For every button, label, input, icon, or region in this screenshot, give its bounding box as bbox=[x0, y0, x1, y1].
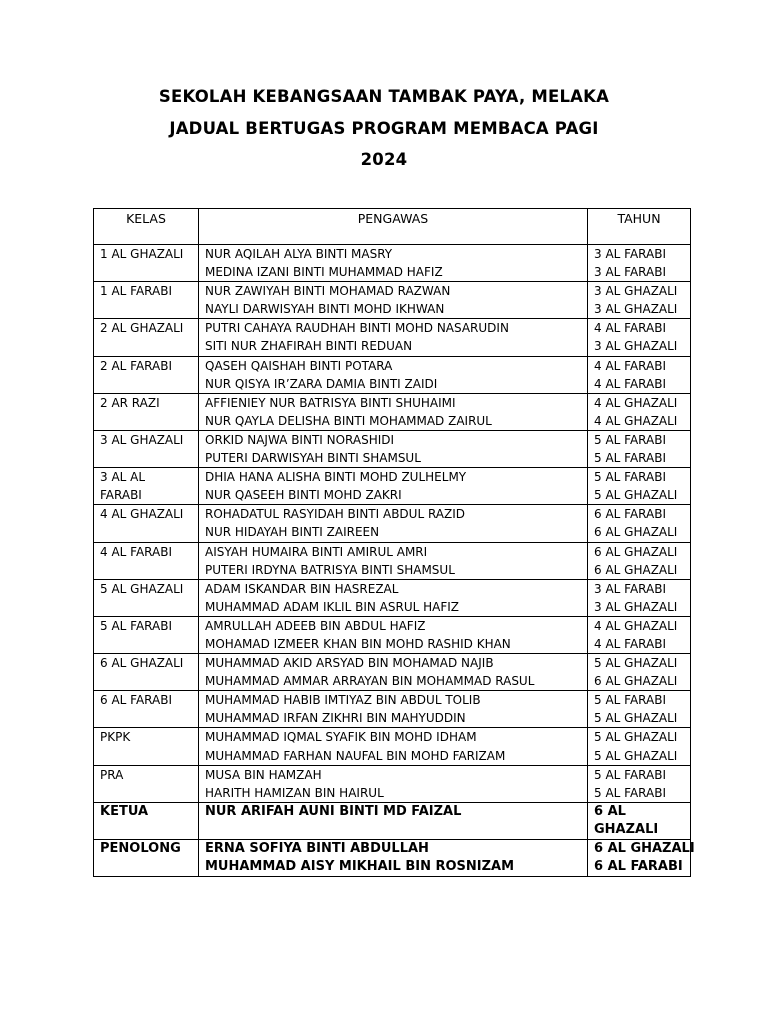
tahun-value: 4 AL FARABI bbox=[594, 636, 666, 651]
kelas-cell: 5 AL FARABI bbox=[94, 616, 199, 653]
tahun-value: 5 AL GHAZALI bbox=[594, 748, 678, 763]
pengawas-name: MUHAMMAD HABIB IMTIYAZ BIN ABDUL TOLIB bbox=[205, 693, 481, 708]
pengawas-name: MUHAMMAD AKID ARSYAD BIN MOHAMAD NAJIB bbox=[205, 656, 494, 671]
pengawas-name: MUHAMMAD AMMAR ARRAYAN BIN MOHAMMAD RASUL bbox=[205, 674, 535, 689]
tahun-value: 6 AL GHAZALI bbox=[594, 544, 678, 559]
tahun-value: 4 AL GHAZALI bbox=[594, 618, 678, 633]
tahun-value: 3 AL GHAZALI bbox=[594, 339, 678, 354]
tahun-cell bbox=[588, 245, 691, 282]
tahun-value: 5 AL GHAZALI bbox=[594, 711, 678, 726]
pengawas-name: AMRULLAH ADEEB BIN ABDUL HAFIZ bbox=[205, 618, 426, 633]
kelas-cell: 1 AL FARABI bbox=[94, 282, 199, 319]
tahun-cell bbox=[588, 282, 691, 319]
table-row bbox=[94, 505, 691, 542]
pengawas-name: MUSA BIN HAMZAH bbox=[205, 767, 322, 782]
pengawas-name: SITI NUR ZHAFIRAH BINTI REDUAN bbox=[205, 339, 413, 354]
tahun-value: 6 AL GHAZALI bbox=[594, 525, 678, 540]
table-row bbox=[94, 468, 691, 505]
table-row bbox=[94, 430, 691, 467]
kelas-cell: 2 AL FARABI bbox=[94, 356, 199, 393]
table-row bbox=[94, 542, 691, 579]
pengawas-name: MUHAMMAD IRFAN ZIKHRI BIN MAHYUDDIN bbox=[205, 711, 466, 726]
pengawas-name: PUTRI CAHAYA RAUDHAH BINTI MOHD NASARUDIN bbox=[205, 321, 509, 336]
pengawas-name: MUHAMMAD IQMAL SYAFIK BIN MOHD IDHAM bbox=[205, 730, 477, 745]
table-row bbox=[94, 579, 691, 616]
kelas-cell: PKPK bbox=[94, 728, 199, 765]
pengawas-name: ADAM ISKANDAR BIN HASREZAL bbox=[205, 581, 399, 596]
tahun-cell bbox=[588, 319, 691, 356]
tahun-cell bbox=[588, 505, 691, 542]
duty-roster-table bbox=[93, 208, 695, 877]
penolong-names bbox=[199, 839, 588, 876]
tahun-cell bbox=[588, 468, 691, 505]
table-row bbox=[94, 691, 691, 728]
tahun-value: 4 AL FARABI bbox=[594, 358, 666, 373]
pengawas-cell bbox=[199, 579, 588, 616]
tahun-cell bbox=[588, 542, 691, 579]
tahun-value: 6 AL FARABI bbox=[594, 858, 683, 874]
tahun-value: 3 AL GHAZALI bbox=[594, 302, 678, 317]
kelas-cell: 6 AL FARABI bbox=[94, 691, 199, 728]
tahun-cell bbox=[588, 393, 691, 430]
pengawas-name: PUTERI DARWISYAH BINTI SHAMSUL bbox=[205, 451, 421, 466]
pengawas-name: NUR AQILAH ALYA BINTI MASRY bbox=[205, 247, 393, 261]
tahun-value: 4 AL FARABI bbox=[594, 321, 666, 336]
pengawas-name: MEDINA IZANI BINTI MUHAMMAD HAFIZ bbox=[205, 265, 443, 280]
pengawas-cell bbox=[199, 356, 588, 393]
tahun-value: 5 AL GHAZALI bbox=[594, 488, 678, 503]
pengawas-cell bbox=[199, 319, 588, 356]
penolong-tahun bbox=[588, 839, 695, 876]
pengawas-name: MOHAMAD IZMEER KHAN BIN MOHD RASHID KHAN bbox=[205, 636, 511, 651]
pengawas-name: NUR QISYA IR’ZARA DAMIA BINTI ZAIDI bbox=[205, 376, 438, 391]
pengawas-cell bbox=[199, 691, 588, 728]
pengawas-name: NAYLI DARWISYAH BINTI MOHD IKHWAN bbox=[205, 302, 445, 317]
kelas-cell: 2 AL GHAZALI bbox=[94, 319, 199, 356]
tahun-cell bbox=[588, 765, 691, 802]
tahun-value: 5 AL FARABI bbox=[594, 767, 666, 782]
kelas-cell: 5 AL GHAZALI bbox=[94, 579, 199, 616]
table-body bbox=[94, 245, 695, 877]
tahun-value: 5 AL FARABI bbox=[594, 451, 666, 466]
pengawas-name: NUR QAYLA DELISHA BINTI MOHAMMAD ZAIRUL bbox=[205, 413, 492, 428]
pengawas-name: AFFIENIEY NUR BATRISYA BINTI SHUHAIMI bbox=[205, 395, 456, 410]
tahun-value: 3 AL FARABI bbox=[594, 581, 666, 596]
tahun-value: 6 AL FARABI bbox=[594, 507, 666, 522]
table-row bbox=[94, 654, 691, 691]
tahun-value: 3 AL FARABI bbox=[594, 247, 666, 261]
pengawas-cell bbox=[199, 468, 588, 505]
tahun-value: 4 AL FARABI bbox=[594, 376, 666, 391]
pengawas-name: HARITH HAMIZAN BIN HAIRUL bbox=[205, 785, 384, 800]
pengawas-name: ORKID NAJWA BINTI NORASHIDI bbox=[205, 432, 395, 447]
table-header-row bbox=[94, 209, 691, 245]
tahun-cell bbox=[588, 728, 691, 765]
tahun-value: 5 AL GHAZALI bbox=[594, 730, 678, 745]
tahun-cell bbox=[588, 654, 691, 691]
tahun-cell bbox=[588, 691, 691, 728]
kelas-cell: 2 AR RAZI bbox=[94, 393, 199, 430]
penolong-name: MUHAMMAD AISY MIKHAIL BIN ROSNIZAM bbox=[205, 858, 515, 874]
penolong-row bbox=[94, 839, 691, 876]
pengawas-name: MUHAMMAD FARHAN NAUFAL BIN MOHD FARIZAM bbox=[205, 748, 506, 763]
pengawas-name: NUR ZAWIYAH BINTI MOHAMAD RAZWAN bbox=[205, 284, 451, 299]
tahun-value: 3 AL GHAZALI bbox=[594, 599, 678, 614]
document-title: JADUAL BERTUGAS PROGRAM MEMBACA PAGI bbox=[169, 119, 599, 138]
table-row bbox=[94, 728, 691, 765]
pengawas-cell bbox=[199, 282, 588, 319]
table-row bbox=[94, 319, 691, 356]
pengawas-cell bbox=[199, 728, 588, 765]
school-name: SEKOLAH KEBANGSAAN TAMBAK PAYA, MELAKA bbox=[158, 87, 610, 106]
tahun-value: 3 AL GHAZALI bbox=[594, 284, 678, 299]
kelas-cell: 6 AL GHAZALI bbox=[94, 654, 199, 691]
pengawas-name: QASEH QAISHAH BINTI POTARA bbox=[205, 358, 393, 373]
tahun-value: 3 AL FARABI bbox=[594, 265, 666, 280]
kelas-cell: 1 AL GHAZALI bbox=[94, 245, 199, 282]
pengawas-name: MUHAMMAD ADAM IKLIL BIN ASRUL HAFIZ bbox=[205, 599, 459, 614]
pengawas-cell bbox=[199, 430, 588, 467]
tahun-value: 6 AL GHAZALI bbox=[594, 674, 678, 689]
table-row bbox=[94, 765, 691, 802]
pengawas-name: PUTERI IRDYNA BATRISYA BINTI SHAMSUL bbox=[205, 562, 455, 577]
tahun-cell bbox=[588, 579, 691, 616]
ketua-row bbox=[94, 802, 691, 839]
table-row bbox=[94, 393, 691, 430]
table-row bbox=[94, 245, 691, 282]
pengawas-cell bbox=[199, 654, 588, 691]
kelas-cell: 3 AL GHAZALI bbox=[94, 430, 199, 467]
kelas-cell: 4 AL FARABI bbox=[94, 542, 199, 579]
pengawas-name: NUR HIDAYAH BINTI ZAIREEN bbox=[205, 525, 380, 540]
pengawas-name: AISYAH HUMAIRA BINTI AMIRUL AMRI bbox=[205, 544, 428, 559]
table-row bbox=[94, 356, 691, 393]
tahun-value: 5 AL FARABI bbox=[594, 470, 666, 485]
ketua-name: NUR ARIFAH AUNI BINTI MD FAIZAL bbox=[199, 802, 588, 839]
kelas-cell: 3 AL AL FARABI bbox=[94, 468, 199, 505]
pengawas-name: ROHADATUL RASYIDAH BINTI ABDUL RAZID bbox=[205, 507, 466, 522]
document-year: 2024 bbox=[360, 150, 408, 169]
pengawas-cell bbox=[199, 542, 588, 579]
pengawas-cell bbox=[199, 393, 588, 430]
penolong-label: PENOLONG bbox=[94, 839, 199, 876]
table-row bbox=[94, 616, 691, 653]
tahun-value: 5 AL FARABI bbox=[594, 785, 666, 800]
tahun-value: 5 AL FARABI bbox=[594, 432, 666, 447]
pengawas-name: DHIA HANA ALISHA BINTI MOHD ZULHELMY bbox=[205, 470, 467, 485]
column-header-tahun: TAHUN bbox=[588, 209, 691, 245]
tahun-value: 6 AL GHAZALI bbox=[594, 562, 678, 577]
tahun-value: 5 AL FARABI bbox=[594, 693, 666, 708]
column-header-kelas: KELAS bbox=[94, 209, 199, 245]
pengawas-name: NUR QASEEH BINTI MOHD ZAKRI bbox=[205, 488, 402, 503]
kelas-cell: PRA bbox=[94, 765, 199, 802]
tahun-value: 4 AL GHAZALI bbox=[594, 413, 678, 428]
column-header-pengawas: PENGAWAS bbox=[199, 209, 588, 245]
table-row bbox=[94, 282, 691, 319]
tahun-value: 5 AL GHAZALI bbox=[594, 656, 678, 671]
pengawas-cell bbox=[199, 616, 588, 653]
penolong-name: ERNA SOFIYA BINTI ABDULLAH bbox=[205, 840, 429, 856]
pengawas-cell bbox=[199, 245, 588, 282]
tahun-value: 6 AL GHAZALI bbox=[594, 840, 695, 856]
kelas-cell: 4 AL GHAZALI bbox=[94, 505, 199, 542]
tahun-value: 4 AL GHAZALI bbox=[594, 395, 678, 410]
tahun-cell bbox=[588, 430, 691, 467]
ketua-label: KETUA bbox=[94, 802, 199, 839]
pengawas-cell bbox=[199, 505, 588, 542]
pengawas-cell bbox=[199, 765, 588, 802]
tahun-cell bbox=[588, 616, 691, 653]
tahun-cell bbox=[588, 356, 691, 393]
ketua-tahun: 6 AL GHAZALI bbox=[588, 802, 691, 839]
